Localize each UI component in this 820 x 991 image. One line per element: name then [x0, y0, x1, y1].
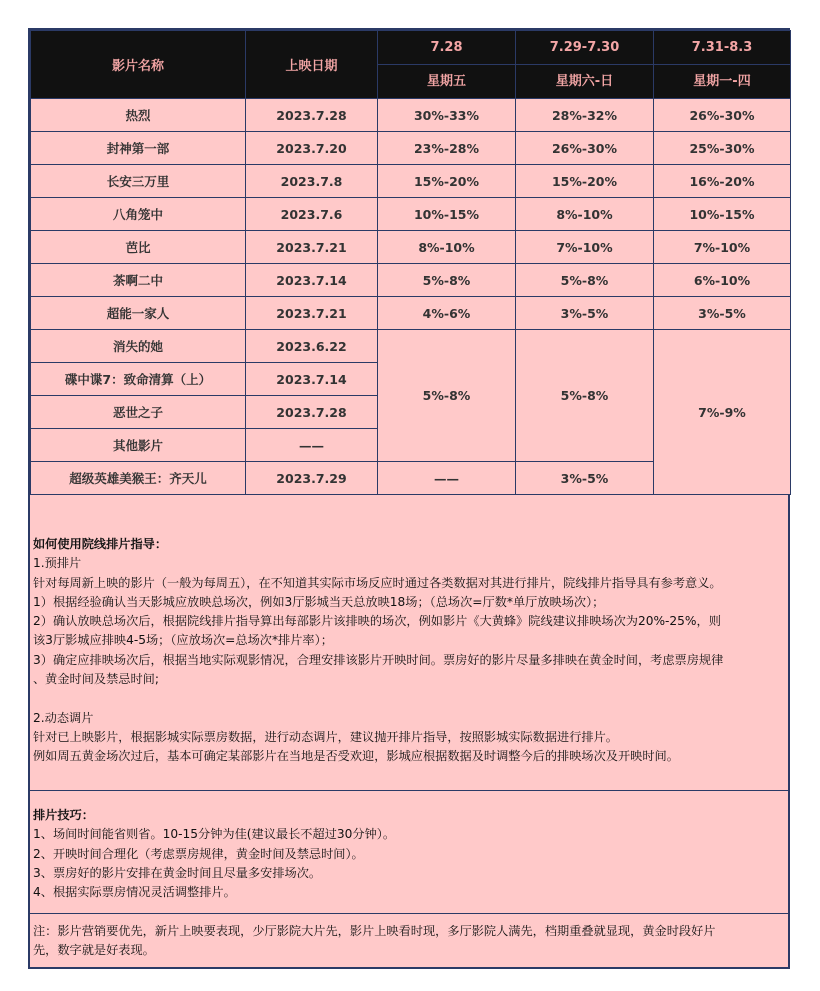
- release-date: 2023.7.21: [246, 231, 378, 264]
- film-name: 茶啊二中: [31, 264, 246, 297]
- rate-period-3: 16%-20%: [654, 165, 791, 198]
- table-row: [31, 330, 791, 363]
- note-line: 先，数字就是好表现。: [33, 943, 155, 958]
- table-row: [31, 198, 791, 231]
- guide-line: 1.预排片: [33, 556, 82, 571]
- merged-rate-period-3: 7%-9%: [654, 330, 791, 495]
- table-row: [31, 165, 791, 198]
- rate-period-1: 10%-15%: [378, 198, 516, 231]
- tips-line: 2、开映时间合理化（考虑票房规律，黄金时间及禁忌时间）。: [33, 846, 364, 861]
- film-name: 消失的她: [31, 330, 246, 363]
- merged-rate-period-2: 5%-8%: [516, 330, 654, 462]
- divider: [30, 913, 790, 914]
- rate-period-1: 5%-8%: [378, 264, 516, 297]
- rate-period-3: 7%-10%: [654, 231, 791, 264]
- rate-period-2: 3%-5%: [516, 462, 654, 495]
- table-row: [31, 297, 791, 330]
- film-name: 其他影片: [31, 429, 246, 462]
- rate-period-1: 8%-10%: [378, 231, 516, 264]
- footnote: [30, 922, 790, 961]
- film-name-header: 影片名称: [31, 31, 246, 99]
- rate-period-2: 5%-8%: [516, 264, 654, 297]
- film-name: 长安三万里: [31, 165, 246, 198]
- guide-line: 针对每周新上映的影片（一般为每周五），在不知道其实际市场反应时通过各类数据对其进行排片，院线排片指导具有参考意义。: [33, 575, 722, 590]
- release-date: 2023.7.14: [246, 264, 378, 297]
- schedule-sheet: [28, 28, 790, 969]
- rate-period-1: ——: [378, 462, 516, 495]
- film-name: 超能一家人: [31, 297, 246, 330]
- merged-rate-period-1: 5%-8%: [378, 330, 516, 462]
- rate-period-3: 25%-30%: [654, 132, 791, 165]
- tips-line: 3、票房好的影片安排在黄金时间且尽量多安排场次。: [33, 865, 322, 880]
- film-name: 超级英雄美猴王：齐天儿: [31, 462, 246, 495]
- note-line: 注：影片营销要优先，新片上映要表现，少厅影院大片先，影片上映看时现，多厅影院人满先，档期重叠就显现，黄金时段好片: [33, 924, 716, 938]
- rate-period-3: 26%-30%: [654, 99, 791, 132]
- schedule-table: [30, 30, 791, 495]
- release-date-header: 上映日期: [246, 31, 378, 99]
- rate-period-2: 8%-10%: [516, 198, 654, 231]
- period-2-day: 星期六-日: [516, 65, 654, 99]
- tips-line: 1、场间时间能省则省。10-15分钟为佳(建议最长不超过30分钟）。: [33, 827, 396, 842]
- release-date: 2023.7.14: [246, 363, 378, 396]
- period-1-day: 星期五: [378, 65, 516, 99]
- table-row: [31, 231, 791, 264]
- guide-line: 针对已上映影片，根据影城实际票房数据，进行动态调片，建议抛开排片指导，按照影城实际数据进行排片。: [33, 729, 618, 744]
- release-date: 2023.7.29: [246, 462, 378, 495]
- guide-line: 2.动态调片: [33, 710, 94, 725]
- table-row: [31, 264, 791, 297]
- guide-line: 该3厅影城应排映4-5场；（应放场次=总场次*排片率）；: [33, 633, 333, 648]
- rate-period-2: 15%-20%: [516, 165, 654, 198]
- scheduling-tips: [30, 806, 790, 902]
- rate-period-3: 3%-5%: [654, 297, 791, 330]
- release-date: 2023.7.20: [246, 132, 378, 165]
- release-date: 2023.6.22: [246, 330, 378, 363]
- film-name: 碟中谍7：致命清算（上）: [31, 363, 246, 396]
- table-row: [31, 132, 791, 165]
- guide-line: [33, 689, 787, 708]
- rate-period-2: 28%-32%: [516, 99, 654, 132]
- release-date: 2023.7.6: [246, 198, 378, 231]
- release-date: 2023.7.8: [246, 165, 378, 198]
- rate-period-2: 26%-30%: [516, 132, 654, 165]
- scheduling-guide: [30, 535, 790, 767]
- guide-line: 、黄金时间及禁忌时间;: [33, 672, 159, 687]
- rate-period-1: 15%-20%: [378, 165, 516, 198]
- tips-line: 4、根据实际票房情况灵活调整排片。: [33, 885, 236, 900]
- period-2-date: 7.29-7.30: [516, 31, 654, 65]
- film-name: 芭比: [31, 231, 246, 264]
- table-row: [31, 99, 791, 132]
- period-3-day: 星期一-四: [654, 65, 791, 99]
- rate-period-3: 10%-15%: [654, 198, 791, 231]
- guide-line: 2）确认放映总场次后，根据院线排片指导算出每部影片该排映的场次，例如影片《大黄蜂》院线建议排映场次为20%-25%，则: [33, 614, 721, 629]
- tips-title: 排片技巧：: [33, 808, 94, 822]
- film-name: 八角笼中: [31, 198, 246, 231]
- rate-period-1: 4%-6%: [378, 297, 516, 330]
- period-3-date: 7.31-8.3: [654, 31, 791, 65]
- film-name: 封神第一部: [31, 132, 246, 165]
- rate-period-2: 3%-5%: [516, 297, 654, 330]
- release-date: 2023.7.28: [246, 396, 378, 429]
- film-name: 热烈: [31, 99, 246, 132]
- rate-period-1: 30%-33%: [378, 99, 516, 132]
- release-date: 2023.7.21: [246, 297, 378, 330]
- divider: [30, 790, 790, 791]
- rate-period-2: 7%-10%: [516, 231, 654, 264]
- period-1-date: 7.28: [378, 31, 516, 65]
- film-name: 恶世之子: [31, 396, 246, 429]
- guide-line: 1）根据经验确认当天影城应放映总场次，例如3厅影城当天总放映18场；（总场次=厅数*单厅放映场次）；: [33, 594, 605, 609]
- guide-title: 如何使用院线排片指导：: [33, 537, 168, 551]
- rate-period-3: 6%-10%: [654, 264, 791, 297]
- release-date: 2023.7.28: [246, 99, 378, 132]
- guide-line: 3）确定应排映场次后，根据当地实际观影情况，合理安排该影片开映时间。票房好的影片尽量多排映在黄金时间，考虑票房规律: [33, 652, 724, 667]
- guide-line: 例如周五黄金场次过后，基本可确定某部影片在当地是否受欢迎，影城应根据数据及时调整今后的排映场次及开映时间。: [33, 749, 679, 764]
- rate-period-1: 23%-28%: [378, 132, 516, 165]
- release-date: ——: [246, 429, 378, 462]
